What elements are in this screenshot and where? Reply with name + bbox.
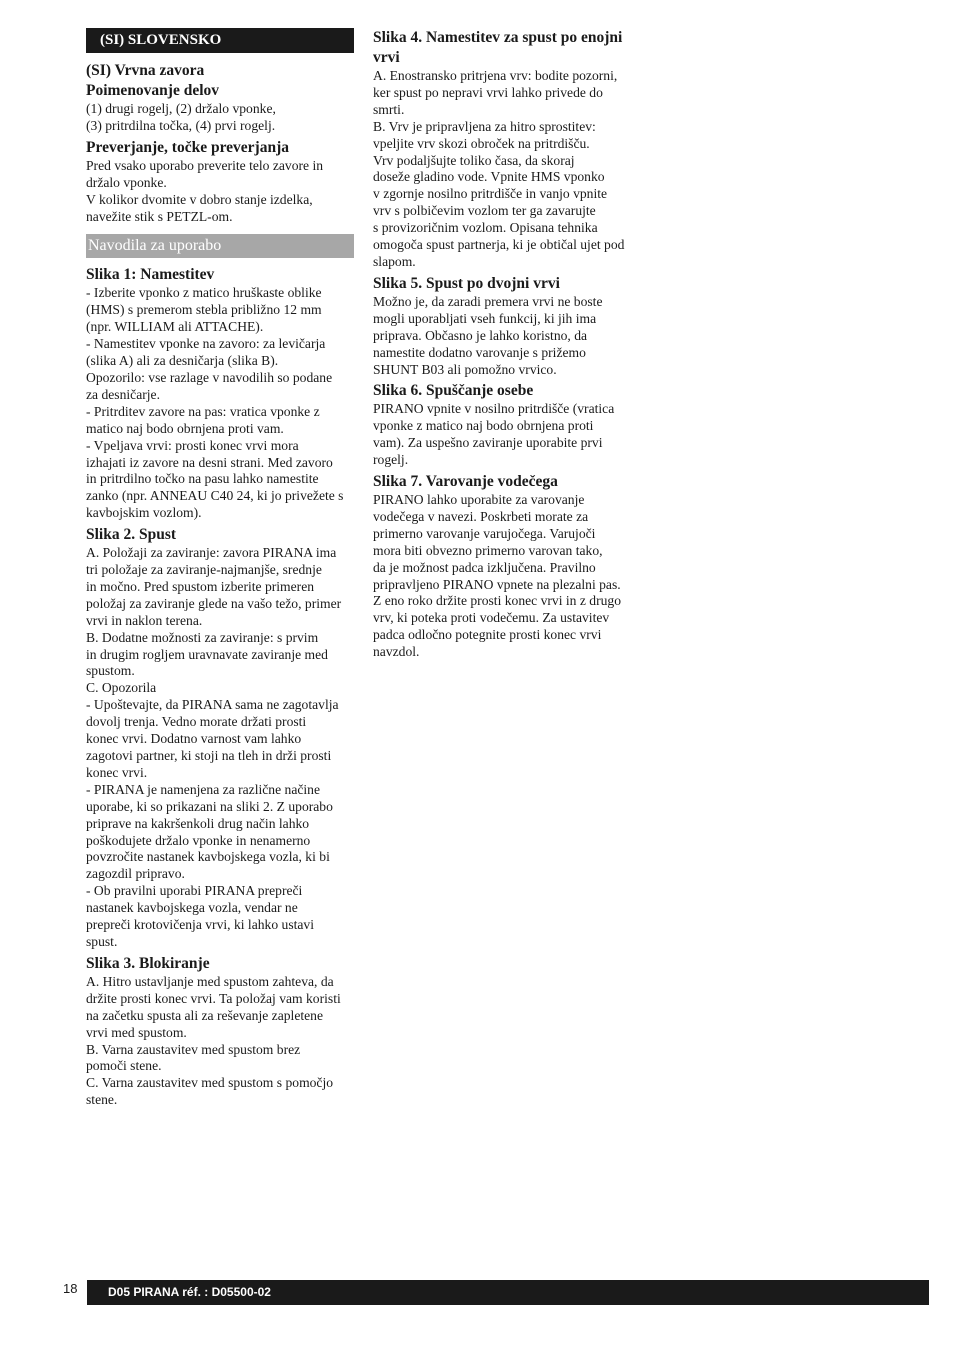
product-title: (SI) Vrvna zavora: [86, 62, 205, 79]
fig1-heading: Slika 1: Namestitev: [86, 266, 215, 284]
fig7-text: PIRANO lahko uporabite za varovanje vodečega v navezi. Poskrbeti morate za primerno varovanje varujočega. Varujoči mora biti obvezno primerno varovan tako, da je možnost padca izključena. Pravilno pripravljeno PIRANO vpnete na plezalni pas. Z eno roko držite prosti konec vrvi in z drugo vrv, ki poteka proti vodečemu. Za ustavitev padca odločno potegnite prosti konec vrvi navzdol.: [373, 492, 622, 660]
fig6-text: PIRANO vpnite v nosilno pritrdišče (vratica vponke z matico naj bodo obrnjena proti vam). Za uspešno zaviranje uporabite prvi rogelj.: [373, 401, 615, 468]
footer-reference: D05 PIRANA réf. : D05500-02: [87, 1280, 929, 1305]
fig4-heading: Slika 4. Namestitev za spust po enojni vrvi: [373, 29, 623, 66]
fig2-text: A. Položaji za zaviranje: zavora PIRANA ima tri položaje za zaviranje-najmanjše, srednje in močno. Pred spustom izberite primeren položaj za zaviranje glede na vašo težo, primer vrvi in naklon terena. B. Dodatne možnosti za zaviranje: s prvim in drugim rogljem uravnavate zaviranje med spustom. C. Opozorila - Upoštevajte, da PIRANA sama ne zagotavlja dovolj trenja. Vedno morate držati prosti konec vrvi. Dodatno varnost vam lahko zagotovi partner, ki stoji na tleh in drži prosti konec vrvi. - PIRANA je namenjena za različne načine uporabe, ki so prikazani na sliki 2. Z uporabo priprave na kakršenkoli drug način lahko poškodujete držalo vponke in nenamerno povzročite nastanek kavbojskega vozla, ki bi zagozdil pripravo. - Ob pravilni uporabi PIRANA prepreči nastanek kavbojskega vozla, vendar ne prepreči krotovičenja vrvi, ki lahko ustavi spust.: [86, 545, 342, 949]
fig3-text: A. Hitro ustavljanje med spustom zahteva, da držite prosti konec vrvi. Ta položaj vam koristi na začetku spusta ali za reševanje zapletene vrvi med spustom. B. Varna zaustavitev med spustom brez pomoči stene. C. Varna zaustavitev med spustom s pomočjo stene.: [86, 973, 341, 1108]
fig5-heading: Slika 5. Spust po dvojni vrvi: [373, 274, 560, 292]
left-column: [86, 28, 354, 1112]
language-header: (SI) SLOVENSKO: [86, 28, 354, 53]
fig4-text: A. Enostransko pritrjena vrv: bodite pozorni, ker spust po nepravi vrvi lahko privede do smrti. B. Vrv je pripravljena za hitro sprostitev: vpeljite vrv skozi obroček na pritrdišču. Vrv podaljšujte toliko časa, da skoraj doseže gladino vode. Vpnite HMS vponko v zgornje nosilno pritrdišče in vanjo vpnite vrv s polbičevim vozlom ter ga zavarujte s provizoričnim vozlom. Opisana tehnika omogoča spust partnerja, ki je obtičal ujet pod slapom.: [373, 68, 625, 269]
fig1-text: - Izberite vponko z matico hruškaste oblike (HMS) s premerom stebla približno 12 mm (npr. WILLIAM ali ATTACHE). - Namestitev vponke na zavoro: za levičarja (slika A) ali za desničarja (slika B). Opozorilo: vse razlage v navodilih so podane za desničarje. - Pritrditev zavore na pas: vratica vponke z matico naj bodo obrnjena proti vam. - Vpeljava vrvi: prosti konec vrvi mora izhajati iz zavore na desni strani. Med zavoro in pritrdilno točko na pasu lahko namestite zanko (npr. ANNEAU C40 24, ki jo privežete s kavbojskim vozlom).: [86, 285, 344, 521]
fig7-heading: Slika 7. Varovanje vodečega: [373, 473, 558, 491]
check-heading: Preverjanje, točke preverjanja: [86, 138, 289, 156]
fig2-heading: Slika 2. Spust: [86, 526, 177, 544]
fig5-text: Možno je, da zaradi premera vrvi ne boste mogli uporabljati vseh funkcij, ki jih ima priprava. Občasno je lahko koristno, da namestite dodatno varovanje s prižemo SHUNT B03 ali pomožno vrvico.: [373, 293, 603, 377]
instructions-section-header: Navodila za uporabo: [86, 234, 354, 258]
check-text: Pred vsako uporabo preverite telo zavore in držalo vponke. V kolikor dvomite v dobro stanje izdelka, navežite stik s PETZL-om.: [86, 157, 324, 224]
right-column: [373, 28, 641, 664]
parts-heading: Poimenovanje delov: [86, 82, 220, 99]
page-number: 18: [63, 1281, 78, 1296]
fig3-heading: Slika 3. Blokiranje: [86, 954, 210, 972]
parts-text: (1) drugi rogelj, (2) držalo vponke, (3) pritrdilna točka, (4) prvi rogelj.: [86, 101, 276, 133]
fig6-heading: Slika 6. Spuščanje osebe: [373, 382, 534, 400]
